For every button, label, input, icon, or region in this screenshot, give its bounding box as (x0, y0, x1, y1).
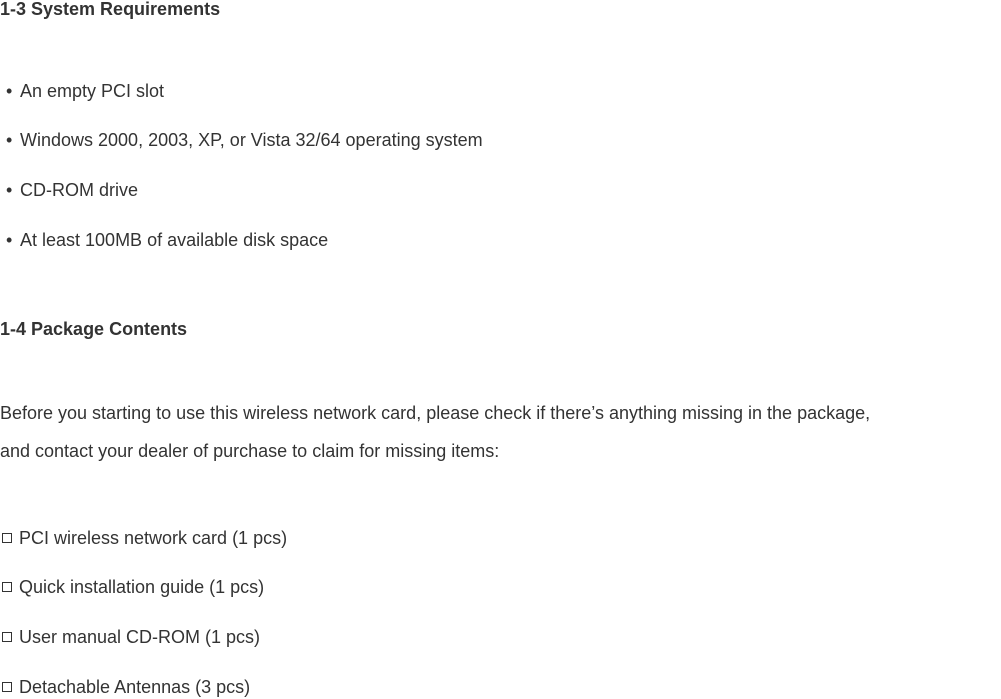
bullet-icon: • (6, 130, 13, 150)
requirement-text: An empty PCI slot (20, 81, 165, 101)
requirement-text: At least 100MB of available disk space (20, 230, 329, 250)
bullet-icon: • (6, 180, 13, 200)
bullet-icon: • (6, 230, 13, 250)
package-item (0, 626, 260, 648)
requirement-item (6, 179, 138, 201)
package-item-text: PCI wireless network card (1 pcs) (19, 528, 288, 548)
bullet-icon: • (6, 81, 13, 101)
checkbox-icon (2, 632, 12, 642)
requirement-item (6, 129, 483, 151)
package-item-text: User manual CD-ROM (1 pcs) (19, 627, 261, 647)
package-item (0, 576, 264, 598)
package-item (0, 527, 287, 549)
package-item (0, 676, 250, 698)
section-heading-package-contents: 1-4 Package Contents (0, 319, 188, 339)
requirement-text: Windows 2000, 2003, XP, or Vista 32/64 operating system (20, 130, 483, 150)
intro-paragraph-line: Before you starting to use this wireless network card, please check if there’s anything missing in the package, (0, 403, 871, 423)
package-item-text: Quick installation guide (1 pcs) (19, 577, 265, 597)
requirement-item (6, 229, 328, 251)
checkbox-icon (2, 682, 12, 692)
package-item-text: Detachable Antennas (3 pcs) (19, 677, 251, 697)
checkbox-icon (2, 533, 12, 543)
intro-paragraph-line: and contact your dealer of purchase to claim for missing items: (0, 441, 500, 461)
requirement-text: CD-ROM drive (20, 180, 139, 200)
section-heading-system-requirements: 1-3 System Requirements (0, 0, 221, 19)
checkbox-icon (2, 582, 12, 592)
requirement-item (6, 80, 164, 102)
